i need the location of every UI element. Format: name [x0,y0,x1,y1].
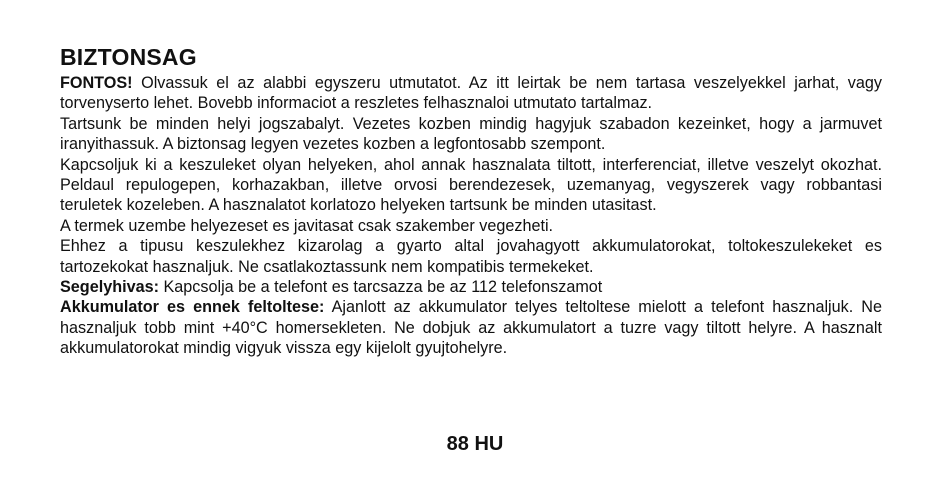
paragraph-text: Ajanlott az akkumulator telyes teltoltese mielott a telefont hasznaljuk. Ne hasznaljuk tobb mint +40°C homersekleten. Ne dobjuk az akkumulatort a tuzre vagy tiltott helyre. A hasznalt akkumulatorokat mindig vigyuk vissza egy kijelolt gyujtohelyre. [60,298,882,358]
paragraph-lead: Segelyhivas: [60,278,159,297]
paragraph-text: Tartsunk be minden helyi jogszabalyt. Vezetes kozben mindig hagyjuk szabadon kezeinket, hogy a jarmuvet iranyithassuk. A biztonsag legyen vezetes kozben a legfontosabb szempont. [60,114,882,154]
paragraph-jogszabaly [60,114,882,155]
paragraph-fontos [60,73,882,114]
paragraph-tartozekok [60,236,882,277]
paragraph-szakember [60,216,882,236]
paragraph-akkumulator [60,297,882,358]
paragraph-segelyhivas [60,277,882,297]
page-content [60,44,882,359]
language-code: HU [474,433,504,455]
page-heading: BIZTONSAG [60,44,197,70]
paragraph-kapcsoljuk-ki [60,155,882,216]
paragraph-text: Kapcsoljuk ki a keszuleket olyan helyeken, ahol annak hasznalata tiltott, interferenciat, illetve veszelyt okozhat. Peldaul repulogepen, korhazakban, illetve orvosi berendezesek, uzemanyag, vegyszerek vagy robbantasi teruletek kozeleben. A hasznalatot korlatozo helyeken tartsunk be minden utasitast. [60,155,882,215]
page-number: 88 [446,433,469,455]
paragraph-text: A termek uzembe helyezeset es javitasat csak szakember vegezheti. [60,216,554,235]
paragraph-text: Olvassuk el az alabbi egyszeru utmutatot. Az itt leirtak be nem tartasa veszelyekkel jarhat, vagy torvenyserto lehet. Bovebb informaciot a reszletes felhasznaloi utmutato tartalmaz. [60,74,882,113]
paragraph-lead: Akkumulator es ennek feltoltese: [60,298,325,317]
paragraph-text: Kapcsolja be a telefont es tarcsazza be az 112 telefonszamot [158,278,603,297]
paragraph-text: Ehhez a tipusu keszulekhez kizarolag a gyarto altal jovahagyott akkumulatorokat, toltokeszulekeket es tartozekokat hasznaljuk. Ne csatlakoztassunk nem kompatibis termekeket. [60,237,882,276]
page-footer [0,432,950,456]
paragraph-lead: FONTOS! [60,74,133,92]
